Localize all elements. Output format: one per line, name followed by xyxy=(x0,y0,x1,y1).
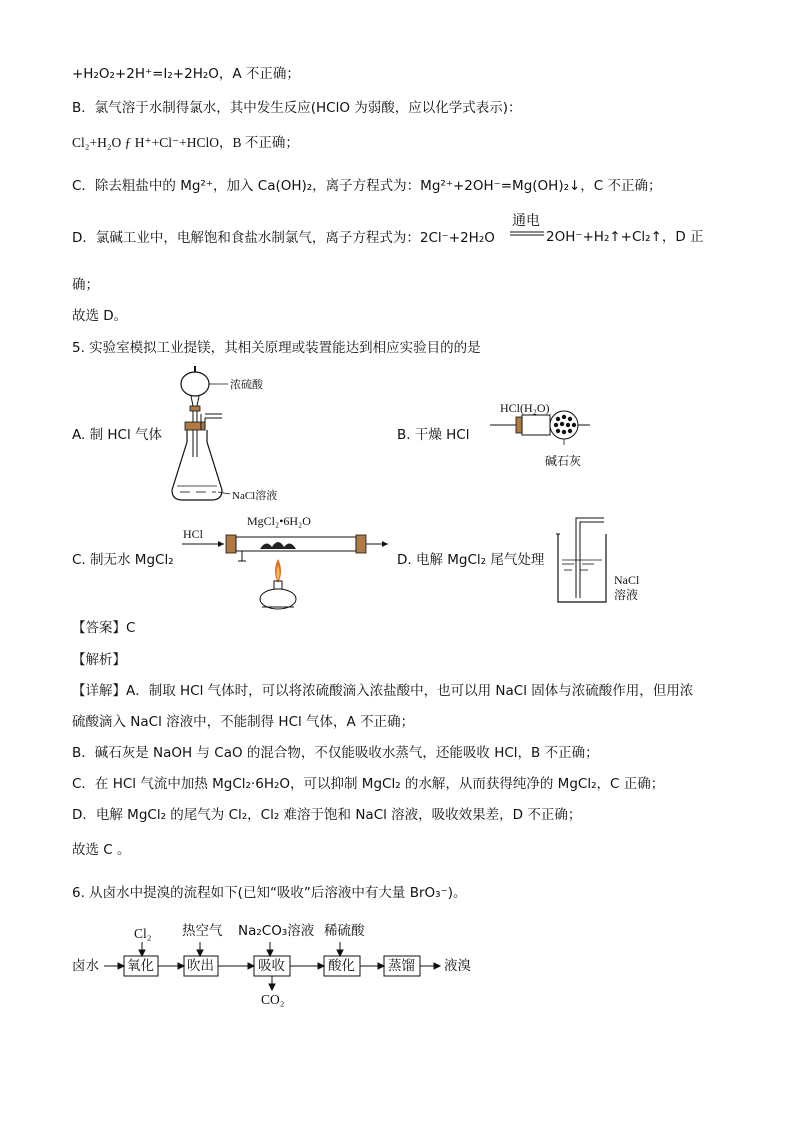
text-line-5b: 2OH⁻+H₂↑+Cl₂↑，D 正 xyxy=(546,229,704,245)
fig-a-label-bottom: NaCl溶液 xyxy=(232,490,278,502)
fig-b-gas-label: HCl(H₂O) xyxy=(500,401,550,415)
q5-stem: 5. 实验室模拟工业提镁，其相关原理或装置能达到相应实验目的的是 xyxy=(72,340,481,356)
answer-line xyxy=(72,618,135,638)
equation-chlorine-water: Cl₂+H₂O ƒ H⁺+Cl⁻+HClO，B 不正确； xyxy=(72,135,299,150)
apparatus-c-figure xyxy=(180,525,395,615)
q5-option-b: B. 干燥 HCl xyxy=(397,427,470,443)
fig-c-top-label: MgCl₂•6H₂O xyxy=(247,514,311,528)
flow-step-distillation: 蒸馏 xyxy=(388,958,415,974)
fig-a-label-top: 浓硫酸 xyxy=(230,378,263,391)
text-line-6: 确； xyxy=(72,277,99,293)
text-line-2: B．氯气溶于水制得氯水，其中发生反应(HClO 为弱酸，应以化学式表示)： xyxy=(72,100,522,116)
answer-tag: 【答案】 xyxy=(72,620,126,636)
flow-input-hot-air: 热空气 xyxy=(182,923,223,939)
detail-line-2: 硫酸滴入 NaCl 溶液中，不能制得 HCl 气体，A 不正确； xyxy=(72,714,415,730)
detail-line-4: C．在 HCl 气流中加热 MgCl₂·6H₂O，可以抑制 MgCl₂ 的水解，从而获得纯净的 MgCl₂，C 正确； xyxy=(72,776,665,792)
q5-option-c: C. 制无水 MgCl₂ xyxy=(72,552,174,568)
detail-line-3: B．碱石灰是 NaOH 与 CaO 的混合物，不仅能吸收水蒸气，还能吸收 HCl，B 不正确； xyxy=(72,745,599,761)
flow-step-absorption: 吸收 xyxy=(258,958,285,974)
electrolysis-condition: 通电 xyxy=(512,213,540,229)
analysis-tag: 【解析】 xyxy=(72,652,126,668)
flow-end: 液溴 xyxy=(444,958,471,974)
text-line-1: +H₂O₂+2H⁺=I₂+2H₂O，A 不正确； xyxy=(72,66,300,82)
text-line-7: 故选 D。 xyxy=(72,308,128,324)
q6-stem: 6. 从卤水中提溴的流程如下(已知“吸收”后溶液中有大量 BrO₃⁻)。 xyxy=(72,885,467,901)
answer-value: C xyxy=(126,620,136,636)
fig-b-soda-lime-label: 碱石灰 xyxy=(545,454,582,468)
flow-start: 卤水 xyxy=(72,958,99,974)
text-line-5a: D．氯碱工业中，电解饱和食盐水制氯气，离子方程式为：2Cl⁻+2H₂O xyxy=(72,230,495,246)
equation-arrow xyxy=(510,230,546,238)
text-line-4: C．除去粗盐中的 Mg²⁺，加入 Ca(OH)₂，离子方程式为：Mg²⁺+2OH⁻=Mg(OH)₂↓，C 不正确； xyxy=(72,178,662,194)
fig-c-inlet-label: HCl xyxy=(183,527,204,541)
flow-step-acidification: 酸化 xyxy=(328,958,355,974)
flow-input-na2co3: Na₂CO₃溶液 xyxy=(238,923,315,939)
detail-line-1: 【详解】A．制取 HCl 气体时，可以将浓硫酸滴入浓盐酸中，也可以用 NaCl 固体与浓硫酸作用，但用浓 xyxy=(72,683,694,699)
fig-d-label-solution: 溶液 xyxy=(614,588,639,602)
apparatus-d-figure xyxy=(550,512,620,607)
flow-step-blowout: 吹出 xyxy=(187,958,214,974)
flow-input-sulfuric-acid: 稀硫酸 xyxy=(324,923,365,939)
q5-option-a: A. 制 HCl 气体 xyxy=(72,427,162,443)
detail-line-5: D．电解 MgCl₂ 的尾气为 Cl₂，Cl₂ 难溶于饱和 NaCl 溶液，吸收效果差，D 不正确； xyxy=(72,807,582,823)
q5-option-d: D. 电解 MgCl₂ 尾气处理 xyxy=(397,552,545,568)
flow-input-cl2: Cl₂ xyxy=(134,926,152,941)
flow-step-oxidation: 氧化 xyxy=(127,958,154,974)
flow-output-co2: CO₂ xyxy=(261,992,285,1007)
conclusion-line: 故选 C 。 xyxy=(72,842,131,858)
fig-d-label-nacl: NaCl xyxy=(614,573,640,587)
